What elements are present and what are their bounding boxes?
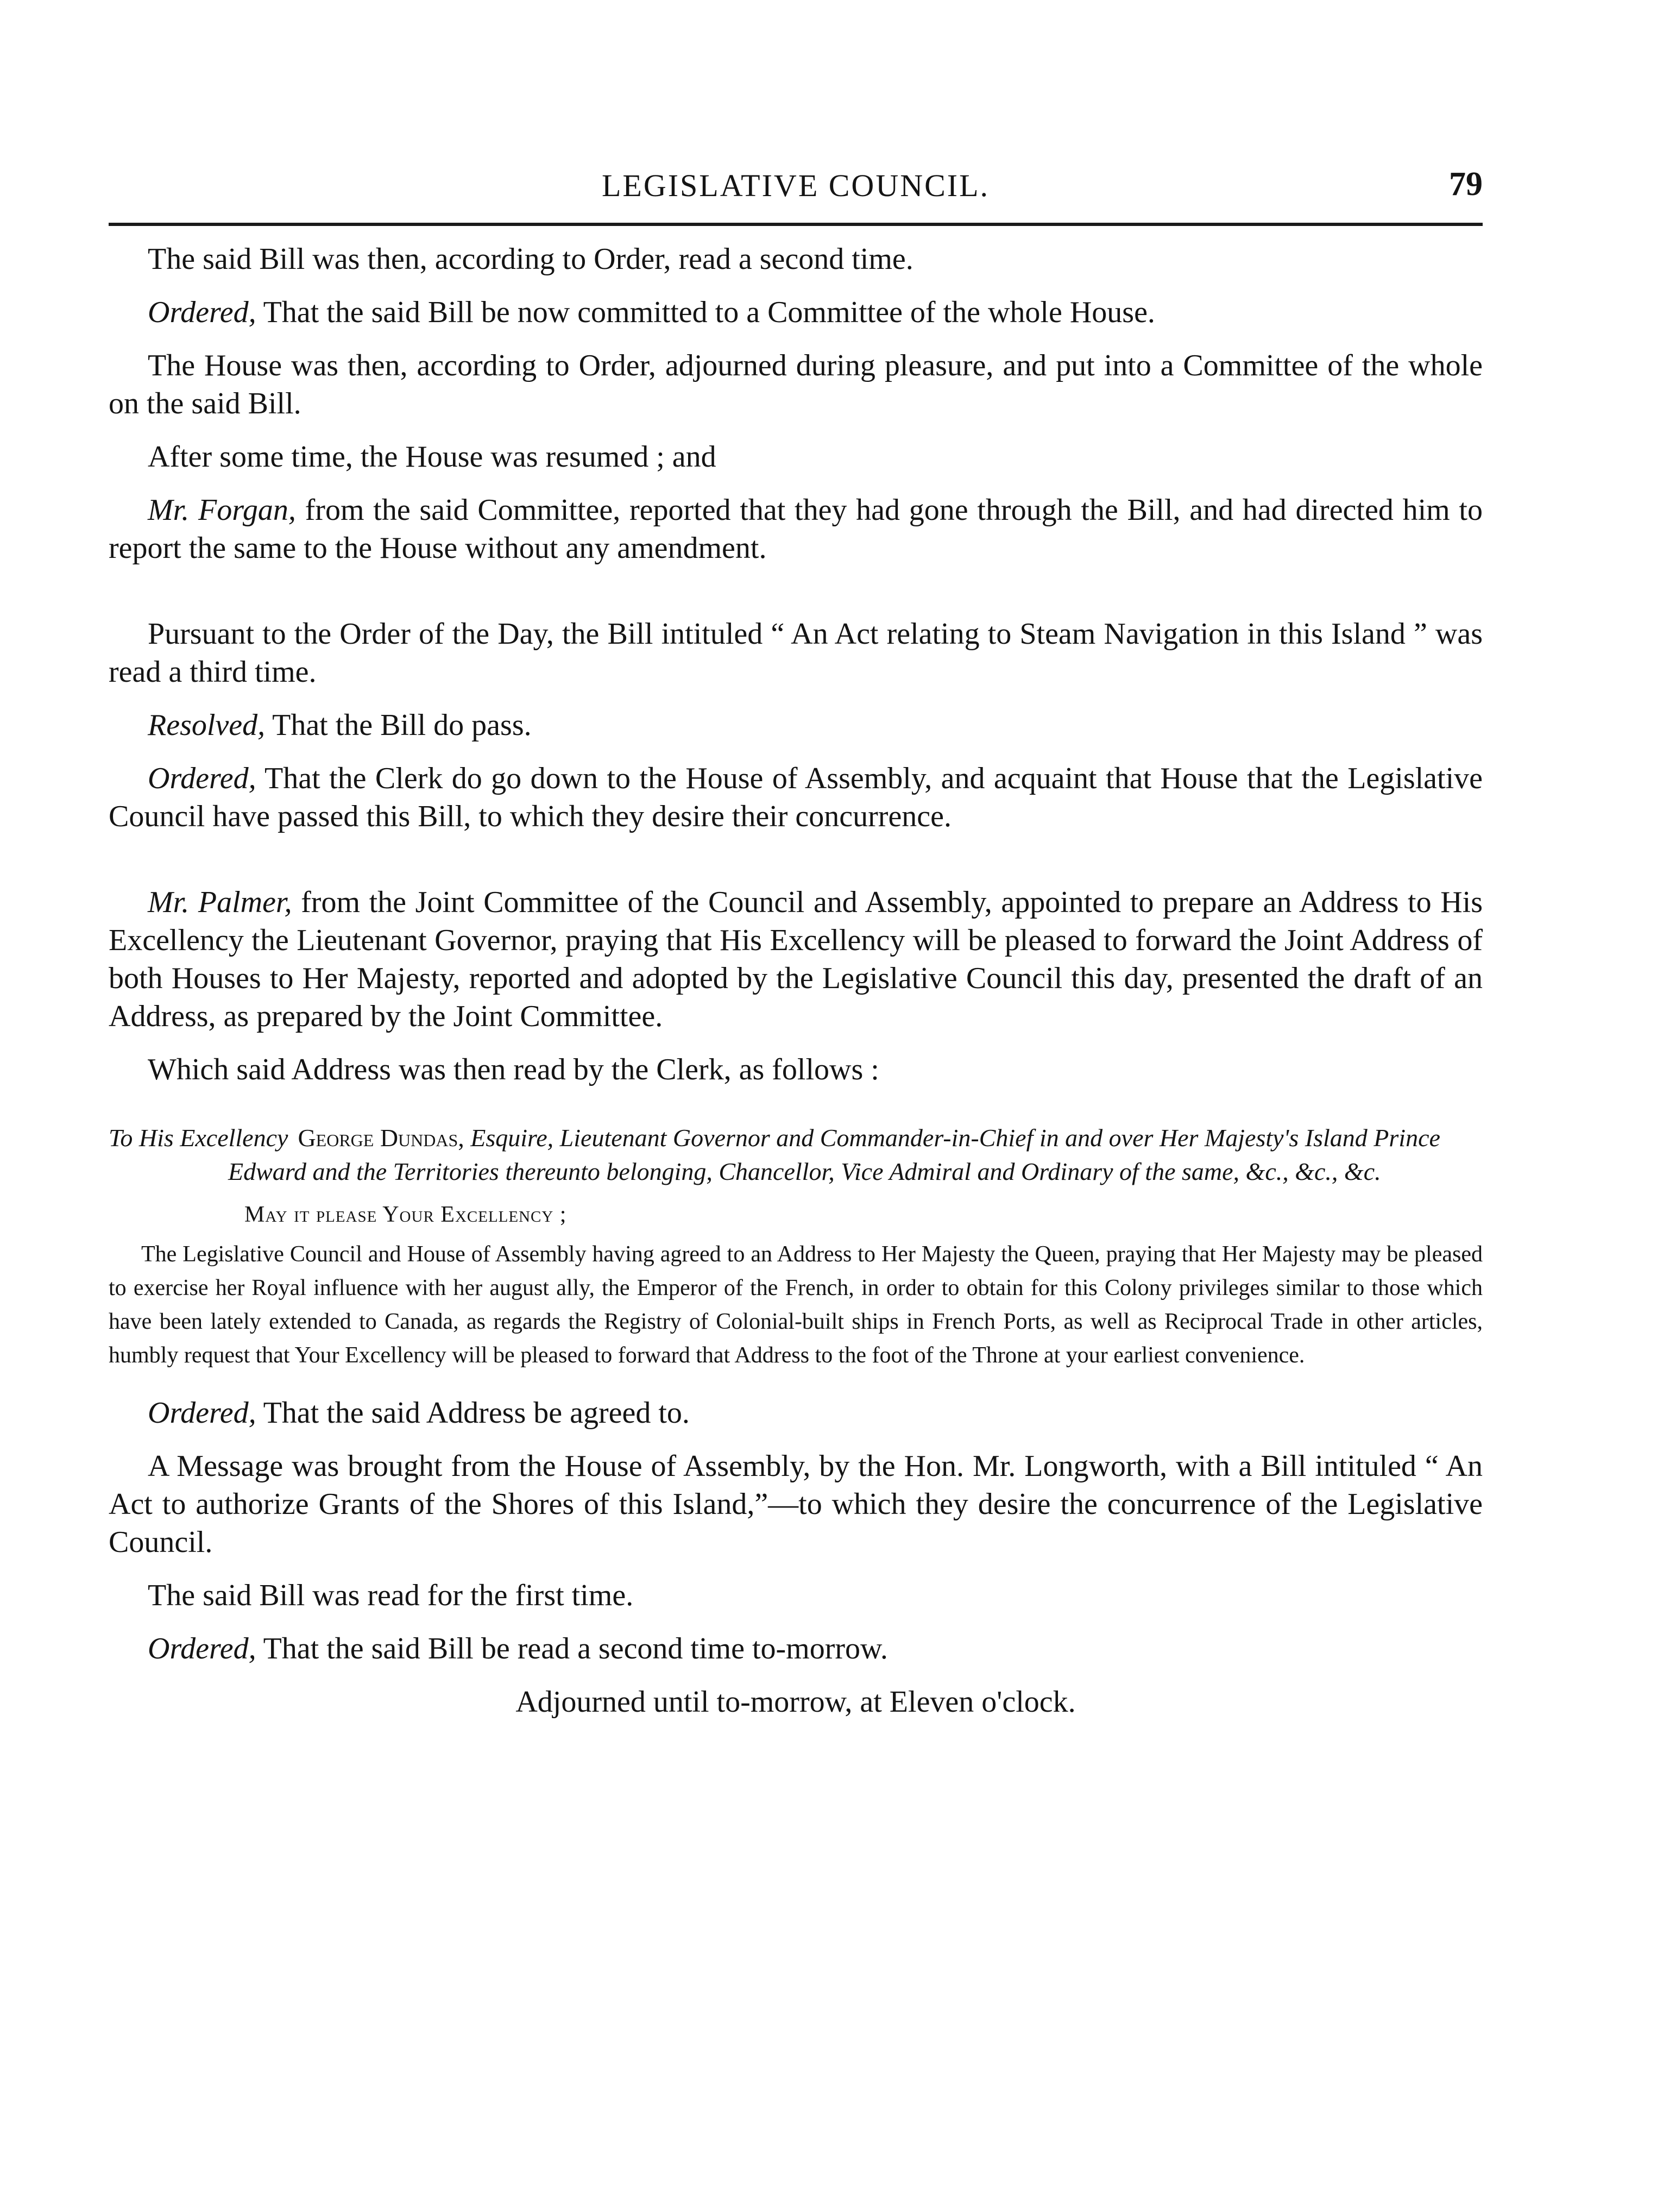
paragraph-text: That the said Address be agreed to.	[256, 1396, 690, 1430]
document-page	[109, 163, 1483, 2064]
ordered-label: Ordered,	[148, 762, 256, 795]
governor-name: George Dundas,	[298, 1124, 464, 1152]
address-prefix: To His Excellency	[109, 1124, 288, 1152]
page-header	[109, 163, 1483, 226]
member-name: Mr. Palmer,	[148, 885, 292, 919]
paragraph-adjourned: The House was then, according to Order, adjourned during pleasure, and put into a Committee of the whole on the said Bill.	[109, 349, 1483, 420]
member-name: Mr. Forgan,	[148, 493, 296, 527]
page-body	[109, 226, 1483, 1721]
ordered-label: Ordered,	[148, 1632, 256, 1666]
address-body: The Legislative Council and House of Assembly having agreed to an Address to Her Majesty the Queen, praying that Her Majesty may be pleased to exercise her Royal influence with her august ally, the Emperor of the French, in order to obtain for this Colony privileges similar to those which have been lately extended to Canada, as regards the Registry of Colonial-built ships in French Ports, as well as Reciprocal Trade in other articles, humbly request that Your Excellency will be pleased to forward that Address to the foot of the Throne at your earliest convenience.	[109, 1242, 1483, 1368]
address-salutation: May it please Your Excellency ;	[244, 1202, 567, 1227]
paragraph-clerk-order	[109, 759, 1483, 835]
resolved-label: Resolved,	[148, 708, 266, 742]
ordered-label: Ordered,	[148, 1396, 256, 1430]
adjournment-line: Adjourned until to-morrow, at Eleven o'clock.	[515, 1685, 1076, 1719]
address-heading	[109, 1121, 1483, 1189]
page-number: 79	[1449, 166, 1483, 203]
paragraph-third-reading: Pursuant to the Order of the Day, the Bill intituled “ An Act relating to Steam Navigation in this Island ” was read a third time.	[109, 617, 1483, 689]
running-title: LEGISLATIVE COUNCIL.	[601, 168, 990, 203]
paragraph-resumed: After some time, the House was resumed ; and	[148, 440, 716, 474]
paragraph-address-agreed	[109, 1394, 1483, 1432]
paragraph-resolved	[109, 706, 1483, 744]
paragraph-message: A Message was brought from the House of Assembly, by the Hon. Mr. Longworth, with a Bill intituled “ An Act to authorize Grants of the Shores of this Island,”—to which they desire the concurrence of the Legislative Council.	[109, 1449, 1483, 1559]
paragraph-text: That the Bill do pass.	[265, 708, 532, 742]
paragraph-text: from the said Committee, reported that they had gone through the Bill, and had directed him to report the same to the House without any amendment.	[109, 493, 1483, 565]
paragraph-joint-committee	[109, 883, 1483, 1035]
paragraph-committee-report	[109, 491, 1483, 567]
paragraph-first-reading: The said Bill was read for the first time.	[148, 1579, 634, 1612]
address-titles: Esquire, Lieutenant Governor and Commander-in-Chief in and over Her Majesty's Island Prince Edward and the Territories thereunto belonging, Chancellor, Vice Admiral and Ordinary of the same, &c., &c., &c.	[228, 1124, 1440, 1185]
paragraph-address-read: Which said Address was then read by the Clerk, as follows :	[148, 1053, 879, 1086]
paragraph-text: That the said Bill be read a second time to-morrow.	[256, 1632, 888, 1666]
ordered-label: Ordered,	[148, 296, 256, 329]
paragraph-second-reading: The said Bill was then, according to Order, read a second time.	[148, 242, 913, 276]
paragraph-second-reading-order	[109, 1630, 1483, 1668]
paragraph-text: That the Clerk do go down to the House of Assembly, and acquaint that House that the Legislative Council have passed this Bill, to which they desire their concurrence.	[109, 762, 1483, 833]
paragraph-text: That the said Bill be now committed to a Committee of the whole House.	[256, 296, 1155, 329]
paragraph-text: from the Joint Committee of the Council and Assembly, appointed to prepare an Address to His Excellency the Lieutenant Governor, praying that His Excellency will be pleased to forward the Joint Address of both Houses to Her Majesty, reported and adopted by the Legislative Council this day, presented the draft of an Address, as prepared by the Joint Committee.	[109, 885, 1483, 1033]
paragraph-committed	[109, 293, 1483, 331]
